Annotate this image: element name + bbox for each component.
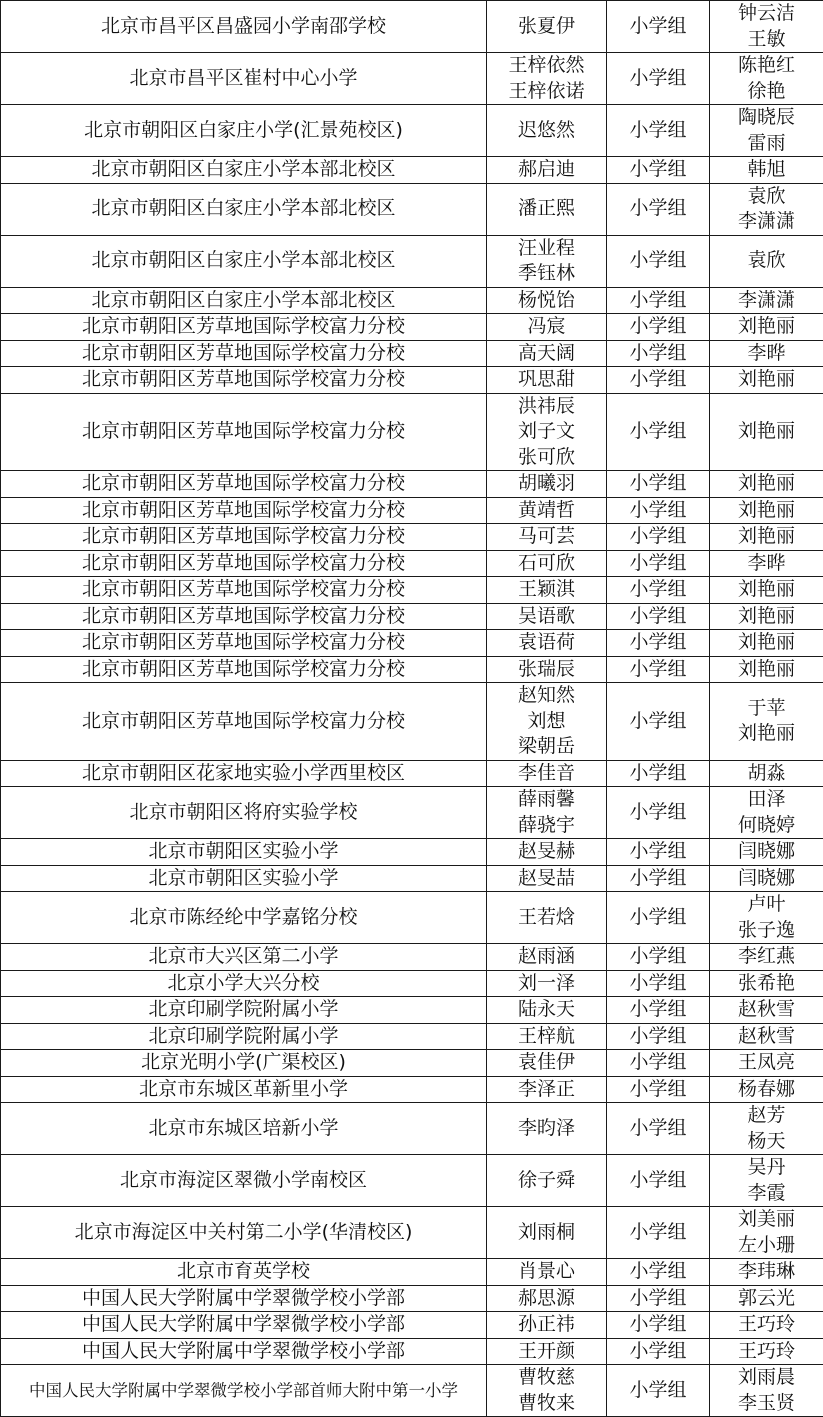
group-cell: 小学组 — [607, 892, 710, 944]
school-cell: 北京市陈经纶中学嘉铭分校 — [1, 892, 487, 944]
teacher-name: 张希艳 — [710, 971, 823, 997]
table-row — [1, 970, 823, 997]
group-cell: 小学组 — [607, 1, 710, 53]
student-name: 黄靖哲 — [487, 498, 606, 524]
teachers-cell — [710, 603, 823, 630]
group-cell: 小学组 — [607, 183, 710, 235]
teachers-cell — [710, 235, 823, 287]
student-names-cell — [487, 787, 607, 839]
student-name: 肖景心 — [487, 1259, 606, 1285]
student-name: 刘一泽 — [487, 971, 606, 997]
teacher-name: 田泽 — [710, 787, 823, 813]
table-row — [1, 1103, 823, 1155]
group-cell: 小学组 — [607, 1076, 710, 1103]
group-cell: 小学组 — [607, 970, 710, 997]
school-cell: 北京市东城区培新小学 — [1, 1103, 487, 1155]
teacher-name: 刘艳丽 — [710, 657, 823, 683]
group-cell: 小学组 — [607, 340, 710, 367]
teacher-name: 王巧玲 — [710, 1339, 823, 1365]
student-name: 洪祎辰 — [487, 394, 606, 420]
group-cell: 小学组 — [607, 1285, 710, 1312]
school-cell: 北京市海淀区中关村第二小学(华清校区) — [1, 1207, 487, 1259]
teachers-cell — [710, 656, 823, 683]
table-row — [1, 1, 823, 53]
school-cell: 北京市朝阳区芳草地国际学校富力分校 — [1, 367, 487, 394]
group-cell: 小学组 — [607, 839, 710, 866]
student-names-cell — [487, 550, 607, 577]
table-row — [1, 393, 823, 471]
teachers-cell — [710, 1207, 823, 1259]
student-names-cell — [487, 157, 607, 184]
teacher-name: 王巧玲 — [710, 1312, 823, 1338]
student-name: 王梓航 — [487, 1024, 606, 1050]
teachers-cell — [710, 865, 823, 892]
table-row — [1, 944, 823, 971]
student-names-cell — [487, 53, 607, 105]
school-cell: 北京市育英学校 — [1, 1259, 487, 1286]
group-cell: 小学组 — [607, 1155, 710, 1207]
student-name: 赵雨涵 — [487, 944, 606, 970]
teachers-cell — [710, 105, 823, 157]
teacher-name: 刘艳丽 — [710, 498, 823, 524]
teacher-name: 雷雨 — [710, 131, 823, 157]
teacher-name: 李霞 — [710, 1181, 823, 1207]
student-names-cell — [487, 524, 607, 551]
student-names-cell — [487, 235, 607, 287]
student-name: 张瑞辰 — [487, 657, 606, 683]
student-name: 张夏伊 — [487, 14, 606, 40]
table-row — [1, 1050, 823, 1077]
teacher-name: 陈艳红 — [710, 53, 823, 79]
table-row — [1, 787, 823, 839]
school-cell: 北京市朝阳区芳草地国际学校富力分校 — [1, 550, 487, 577]
teacher-name: 左小珊 — [710, 1233, 823, 1259]
table-row — [1, 760, 823, 787]
student-name: 刘想 — [487, 709, 606, 735]
student-name: 李昀泽 — [487, 1116, 606, 1142]
table-row — [1, 340, 823, 367]
teacher-name: 刘艳丽 — [710, 721, 823, 747]
school-cell: 北京市大兴区第二小学 — [1, 944, 487, 971]
teacher-name: 袁欣 — [710, 184, 823, 210]
teacher-name: 李玉贤 — [710, 1391, 823, 1417]
school-cell: 北京市朝阳区芳草地国际学校富力分校 — [1, 314, 487, 341]
student-names-cell — [487, 1103, 607, 1155]
student-names-cell — [487, 314, 607, 341]
teachers-cell — [710, 1023, 823, 1050]
student-name: 巩思甜 — [487, 367, 606, 393]
group-cell: 小学组 — [607, 760, 710, 787]
teachers-cell — [710, 1285, 823, 1312]
teachers-cell — [710, 471, 823, 498]
teacher-name: 何晓婷 — [710, 813, 823, 839]
table-row — [1, 157, 823, 184]
school-cell: 北京市朝阳区芳草地国际学校富力分校 — [1, 393, 487, 471]
teachers-cell — [710, 1338, 823, 1365]
teachers-cell — [710, 630, 823, 657]
student-name: 王梓依诺 — [487, 79, 606, 105]
teacher-name: 刘艳丽 — [710, 630, 823, 656]
student-name: 王若焓 — [487, 905, 606, 931]
school-cell: 中国人民大学附属中学翠微学校小学部首师大附中第一小学 — [1, 1365, 487, 1417]
group-cell: 小学组 — [607, 630, 710, 657]
student-name: 赵旻赫 — [487, 839, 606, 865]
table-row — [1, 287, 823, 314]
teachers-cell — [710, 367, 823, 394]
group-cell: 小学组 — [607, 235, 710, 287]
group-cell: 小学组 — [607, 497, 710, 524]
school-cell: 北京市朝阳区芳草地国际学校富力分校 — [1, 683, 487, 761]
teachers-cell — [710, 1103, 823, 1155]
school-cell: 中国人民大学附属中学翠微学校小学部 — [1, 1285, 487, 1312]
school-cell: 北京市朝阳区芳草地国际学校富力分校 — [1, 630, 487, 657]
teacher-name: 陶晓辰 — [710, 105, 823, 131]
student-names-cell — [487, 340, 607, 367]
table-row — [1, 1155, 823, 1207]
student-names-cell — [487, 105, 607, 157]
student-names-cell — [487, 1312, 607, 1339]
teacher-name: 吴丹 — [710, 1155, 823, 1181]
school-cell: 北京市朝阳区芳草地国际学校富力分校 — [1, 471, 487, 498]
school-cell: 北京市朝阳区芳草地国际学校富力分校 — [1, 577, 487, 604]
table-row — [1, 1076, 823, 1103]
school-cell: 北京市朝阳区白家庄小学本部北校区 — [1, 157, 487, 184]
school-cell: 北京市朝阳区实验小学 — [1, 839, 487, 866]
student-names-cell — [487, 1285, 607, 1312]
teacher-name: 刘雨晨 — [710, 1365, 823, 1391]
teachers-cell — [710, 1365, 823, 1417]
teachers-cell — [710, 1050, 823, 1077]
teachers-cell — [710, 1155, 823, 1207]
student-names-cell — [487, 393, 607, 471]
school-cell: 北京印刷学院附属小学 — [1, 1023, 487, 1050]
teacher-name: 李红燕 — [710, 944, 823, 970]
teacher-name: 王凤亮 — [710, 1050, 823, 1076]
student-name: 王开颜 — [487, 1339, 606, 1365]
table-row — [1, 603, 823, 630]
group-cell: 小学组 — [607, 787, 710, 839]
teachers-cell — [710, 53, 823, 105]
group-cell: 小学组 — [607, 997, 710, 1024]
teachers-cell — [710, 157, 823, 184]
student-name: 徐子舜 — [487, 1168, 606, 1194]
student-name: 刘子文 — [487, 419, 606, 445]
table-row — [1, 497, 823, 524]
student-names-cell — [487, 1155, 607, 1207]
student-name: 陆永天 — [487, 997, 606, 1023]
teacher-name: 李晔 — [710, 551, 823, 577]
group-cell: 小学组 — [607, 1103, 710, 1155]
teachers-cell — [710, 314, 823, 341]
school-cell: 北京市朝阳区花家地实验小学西里校区 — [1, 760, 487, 787]
table-row — [1, 367, 823, 394]
teachers-cell — [710, 787, 823, 839]
group-cell: 小学组 — [607, 550, 710, 577]
student-name: 曹牧慈 — [487, 1365, 606, 1391]
group-cell: 小学组 — [607, 157, 710, 184]
student-names-cell — [487, 1050, 607, 1077]
group-cell: 小学组 — [607, 865, 710, 892]
student-names-cell — [487, 603, 607, 630]
teacher-name: 赵秋雪 — [710, 997, 823, 1023]
school-cell: 北京市朝阳区芳草地国际学校富力分校 — [1, 603, 487, 630]
table-row — [1, 183, 823, 235]
table-row — [1, 1285, 823, 1312]
teacher-name: 张子逸 — [710, 918, 823, 944]
teacher-name: 杨天 — [710, 1129, 823, 1155]
teachers-cell — [710, 839, 823, 866]
teacher-name: 杨春娜 — [710, 1077, 823, 1103]
teacher-name: 胡淼 — [710, 761, 823, 787]
table-row — [1, 997, 823, 1024]
teacher-name: 于苹 — [710, 696, 823, 722]
teacher-name: 刘艳丽 — [710, 471, 823, 497]
teachers-cell — [710, 340, 823, 367]
teacher-name: 刘艳丽 — [710, 577, 823, 603]
table-row — [1, 656, 823, 683]
group-cell: 小学组 — [607, 393, 710, 471]
teachers-cell — [710, 183, 823, 235]
student-name: 吴语歌 — [487, 604, 606, 630]
teacher-name: 郭云光 — [710, 1286, 823, 1312]
teacher-name: 赵芳 — [710, 1103, 823, 1129]
teacher-name: 王敏 — [710, 27, 823, 53]
group-cell: 小学组 — [607, 603, 710, 630]
student-names-cell — [487, 497, 607, 524]
student-name: 梁朝岳 — [487, 734, 606, 760]
student-names-cell — [487, 683, 607, 761]
student-name: 潘正熙 — [487, 196, 606, 222]
student-names-cell — [487, 630, 607, 657]
group-cell: 小学组 — [607, 1312, 710, 1339]
school-cell: 北京市朝阳区实验小学 — [1, 865, 487, 892]
teachers-cell — [710, 1312, 823, 1339]
teacher-name: 刘艳丽 — [710, 524, 823, 550]
student-name: 季钰林 — [487, 261, 606, 287]
table-row — [1, 1312, 823, 1339]
teachers-cell — [710, 970, 823, 997]
student-name: 石可欣 — [487, 551, 606, 577]
student-name: 马可芸 — [487, 524, 606, 550]
teachers-cell — [710, 550, 823, 577]
student-names-cell — [487, 367, 607, 394]
student-name: 赵知然 — [487, 683, 606, 709]
group-cell: 小学组 — [607, 1050, 710, 1077]
school-cell: 北京市朝阳区白家庄小学本部北校区 — [1, 183, 487, 235]
table-row — [1, 1207, 823, 1259]
table-row — [1, 630, 823, 657]
student-names-cell — [487, 656, 607, 683]
teachers-cell — [710, 944, 823, 971]
school-cell: 北京市朝阳区芳草地国际学校富力分校 — [1, 340, 487, 367]
teacher-name: 刘艳丽 — [710, 419, 823, 445]
teacher-name: 刘艳丽 — [710, 314, 823, 340]
group-cell: 小学组 — [607, 1259, 710, 1286]
teacher-name: 袁欣 — [710, 248, 823, 274]
student-names-cell — [487, 1207, 607, 1259]
group-cell: 小学组 — [607, 287, 710, 314]
teachers-cell — [710, 1259, 823, 1286]
school-cell: 北京市昌平区崔村中心小学 — [1, 53, 487, 105]
group-cell: 小学组 — [607, 1023, 710, 1050]
table-row — [1, 1259, 823, 1286]
table-row — [1, 235, 823, 287]
award-table-body — [1, 1, 823, 1417]
table-row — [1, 892, 823, 944]
group-cell: 小学组 — [607, 656, 710, 683]
school-cell: 北京市朝阳区芳草地国际学校富力分校 — [1, 497, 487, 524]
teacher-name: 赵秋雪 — [710, 1024, 823, 1050]
student-name: 冯宸 — [487, 314, 606, 340]
group-cell: 小学组 — [607, 1365, 710, 1417]
group-cell: 小学组 — [607, 105, 710, 157]
teachers-cell — [710, 683, 823, 761]
group-cell: 小学组 — [607, 683, 710, 761]
teachers-cell — [710, 1076, 823, 1103]
teachers-cell — [710, 577, 823, 604]
school-cell: 中国人民大学附属中学翠微学校小学部 — [1, 1338, 487, 1365]
teacher-name: 钟云洁 — [710, 1, 823, 27]
table-row — [1, 1365, 823, 1417]
teacher-name: 韩旭 — [710, 157, 823, 183]
group-cell: 小学组 — [607, 1338, 710, 1365]
teachers-cell — [710, 524, 823, 551]
teachers-cell — [710, 997, 823, 1024]
table-row — [1, 865, 823, 892]
group-cell: 小学组 — [607, 471, 710, 498]
table-row — [1, 471, 823, 498]
teachers-cell — [710, 892, 823, 944]
school-cell: 北京光明小学(广渠校区) — [1, 1050, 487, 1077]
teacher-name: 卢叶 — [710, 892, 823, 918]
student-names-cell — [487, 970, 607, 997]
student-name: 杨悦饴 — [487, 288, 606, 314]
student-names-cell — [487, 471, 607, 498]
school-cell: 北京市朝阳区将府实验学校 — [1, 787, 487, 839]
student-name: 王梓依然 — [487, 53, 606, 79]
table-row — [1, 577, 823, 604]
teachers-cell — [710, 1, 823, 53]
student-names-cell — [487, 1076, 607, 1103]
table-row — [1, 314, 823, 341]
school-cell: 中国人民大学附属中学翠微学校小学部 — [1, 1312, 487, 1339]
teacher-name: 刘艳丽 — [710, 604, 823, 630]
student-name: 张可欣 — [487, 445, 606, 471]
student-names-cell — [487, 760, 607, 787]
group-cell: 小学组 — [607, 944, 710, 971]
student-names-cell — [487, 287, 607, 314]
school-cell: 北京市朝阳区白家庄小学(汇景苑校区) — [1, 105, 487, 157]
student-name: 薛骁宇 — [487, 813, 606, 839]
teachers-cell — [710, 497, 823, 524]
group-cell: 小学组 — [607, 1207, 710, 1259]
school-cell: 北京市朝阳区芳草地国际学校富力分校 — [1, 524, 487, 551]
student-name: 汪业程 — [487, 236, 606, 262]
student-names-cell — [487, 1365, 607, 1417]
school-cell: 北京市海淀区翠微小学南校区 — [1, 1155, 487, 1207]
teacher-name: 李潇潇 — [710, 209, 823, 235]
school-cell: 北京市朝阳区白家庄小学本部北校区 — [1, 287, 487, 314]
group-cell: 小学组 — [607, 577, 710, 604]
student-names-cell — [487, 1259, 607, 1286]
teacher-name: 李玮琳 — [710, 1259, 823, 1285]
school-cell: 北京小学大兴分校 — [1, 970, 487, 997]
student-name: 胡曦羽 — [487, 471, 606, 497]
school-cell: 北京市昌平区昌盛园小学南邵学校 — [1, 1, 487, 53]
student-names-cell — [487, 944, 607, 971]
student-names-cell — [487, 183, 607, 235]
student-name: 郝思源 — [487, 1286, 606, 1312]
student-names-cell — [487, 892, 607, 944]
teachers-cell — [710, 287, 823, 314]
table-row — [1, 524, 823, 551]
school-cell: 北京印刷学院附属小学 — [1, 997, 487, 1024]
student-names-cell — [487, 1, 607, 53]
student-names-cell — [487, 865, 607, 892]
table-row — [1, 105, 823, 157]
student-name: 李泽正 — [487, 1077, 606, 1103]
student-names-cell — [487, 997, 607, 1024]
student-name: 高天阔 — [487, 341, 606, 367]
student-names-cell — [487, 1338, 607, 1365]
student-name: 薛雨馨 — [487, 787, 606, 813]
student-name: 王颖淇 — [487, 577, 606, 603]
student-names-cell — [487, 1023, 607, 1050]
group-cell: 小学组 — [607, 53, 710, 105]
teacher-name: 闫晓娜 — [710, 866, 823, 892]
table-row — [1, 683, 823, 761]
student-name: 李佳音 — [487, 761, 606, 787]
teachers-cell — [710, 393, 823, 471]
table-row — [1, 1023, 823, 1050]
school-cell: 北京市东城区革新里小学 — [1, 1076, 487, 1103]
teacher-name: 刘艳丽 — [710, 367, 823, 393]
teacher-name: 徐艳 — [710, 79, 823, 105]
student-name: 郝启迪 — [487, 157, 606, 183]
teachers-cell — [710, 760, 823, 787]
student-name: 刘雨桐 — [487, 1220, 606, 1246]
teacher-name: 李晔 — [710, 341, 823, 367]
student-name: 孙正祎 — [487, 1312, 606, 1338]
teacher-name: 刘美丽 — [710, 1207, 823, 1233]
table-row — [1, 550, 823, 577]
table-row — [1, 53, 823, 105]
student-names-cell — [487, 577, 607, 604]
school-cell: 北京市朝阳区白家庄小学本部北校区 — [1, 235, 487, 287]
student-names-cell — [487, 839, 607, 866]
table-row — [1, 1338, 823, 1365]
table-row — [1, 839, 823, 866]
school-cell: 北京市朝阳区芳草地国际学校富力分校 — [1, 656, 487, 683]
student-name: 袁语荷 — [487, 630, 606, 656]
student-name: 曹牧来 — [487, 1391, 606, 1417]
teacher-name: 闫晓娜 — [710, 839, 823, 865]
group-cell: 小学组 — [607, 367, 710, 394]
student-name: 袁佳伊 — [487, 1050, 606, 1076]
student-name: 赵旻喆 — [487, 866, 606, 892]
student-name: 迟悠然 — [487, 118, 606, 144]
group-cell: 小学组 — [607, 314, 710, 341]
group-cell: 小学组 — [607, 524, 710, 551]
teacher-name: 李潇潇 — [710, 288, 823, 314]
